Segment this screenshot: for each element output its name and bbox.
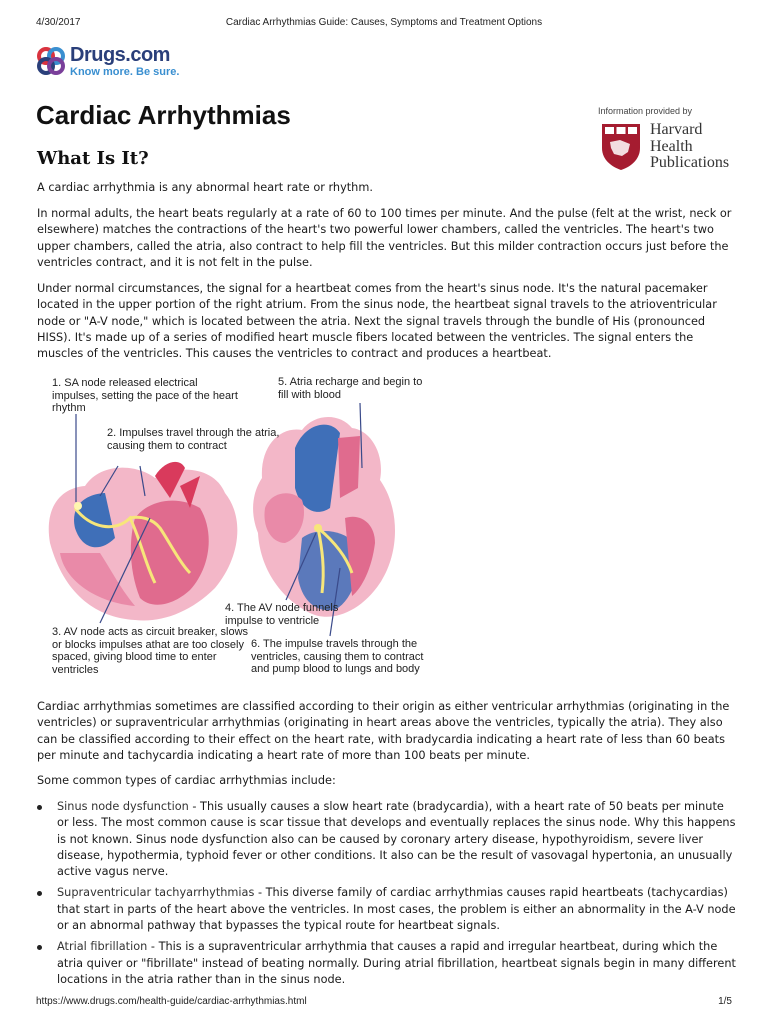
caption-sa-node: 1. SA node released electrical impulses, setting the pace of the heart rhythm xyxy=(52,377,238,414)
print-header xyxy=(36,17,732,31)
attribution-label: Information provided by xyxy=(598,106,693,116)
page-counter: 1/5 xyxy=(718,996,732,1007)
list-item-text: - This usually causes a slow heart rate (bradycardia), with a heart rate of 50 beats per minute or less. The most common cause is scar tissue that develops and eventually replaces the sinus node. Why this happens is not known. Sinus node dysfunction also can be caused by coronary artery disease, hypothyroidism, severe liver disease, hypothermia, typhoid fever or other conditions. It also can be the result of vasovagal hypertonia, an unusually active vagus nerve. xyxy=(57,800,736,879)
heart-conduction-diagram xyxy=(40,368,424,693)
print-document-title: Cardiac Arrhythmias Guide: Causes, Symptoms and Treatment Options xyxy=(225,17,543,28)
arrhythmia-types-list xyxy=(37,799,737,993)
logo-name: Drugs.com xyxy=(70,44,170,66)
bullet-icon xyxy=(37,805,42,810)
paragraph-common-types-intro: Some common types of cardiac arrhythmias include: xyxy=(37,774,336,787)
page-title: Cardiac Arrhythmias xyxy=(36,100,291,130)
paragraph-classification: Cardiac arrhythmias sometimes are classified according to their origin as either ventricular arrhythmias (originating in the ventricles) or supraventricular arrhythmias (originating in heart areas above the ventricles, typically the atria). They also can be classified according to their effect on the heart rate, with bradycardia indicating a heart rate of less than 60 beats per minute and tachycardia indicating a heart rate of more than 100 beats per minute. xyxy=(37,700,730,762)
caption-av-node-funnels: 4. The AV node funnels impulse to ventricle xyxy=(225,602,339,627)
print-url: https://www.drugs.com/health-guide/cardiac-arrhythmias.html xyxy=(36,996,307,1007)
caption-atria-recharge: 5. Atria recharge and begin to fill with blood xyxy=(278,376,423,401)
list-item-text: - This diverse family of cardiac arrhythmias causes rapid heartbeats (tachycardias) that start in parts of the heart above the ventricles. In most cases, the problem is either an abnormality in the A-V node or an abnormal pathway that bypasses the typical route for heartbeat signals. xyxy=(57,886,736,933)
logo-tagline: Know more. Be sure. xyxy=(70,66,180,78)
list-item-term[interactable]: Supraventricular tachyarrhythmias xyxy=(57,886,255,900)
publisher-line-3: Publications xyxy=(650,154,730,171)
bullet-icon xyxy=(37,945,42,950)
paragraph-sinus-node: Under normal circumstances, the signal for a heartbeat comes from the heart's sinus node. It's the natural pacemaker located in the upper portion of the right atrium. From the sinus node, the heartbeat signal travels to the atrioventricular node or "A-V node," which is located between the atria. Next the signal travels through the bundle of His (pronounced HISS). It's made up of a series of modified heart muscle fibers located between the ventricles. The signal enters the muscles of the ventricles. This causes the ventricles to contract and produces a heartbeat. xyxy=(37,282,717,361)
publisher-line-2: Health xyxy=(650,137,693,155)
publisher-line-1: Harvard xyxy=(650,121,703,138)
list-item-term[interactable]: Atrial fibrillation xyxy=(57,940,148,954)
harvard-publisher-name xyxy=(650,122,729,172)
paragraph-definition: A cardiac arrhythmia is any abnormal heart rate or rhythm. xyxy=(37,181,373,194)
list-item xyxy=(37,939,737,988)
paragraph-normal-heart-rate: In normal adults, the heart beats regularly at a rate of 60 to 100 times per minute. And the pulse (felt at the wrist, neck or elsewhere) matches the contractions of the heart's two powerful lower chambers, called the ventricles. The heart's two upper chambers, called the atria, also contract to help fill the ventricles. But this milder contraction occurs just before the ventricles contract, and it is not felt in the pulse. xyxy=(37,207,732,269)
caption-impulse-ventricles: 6. The impulse travels through the ventricles, causing them to contract and pump blood to lungs and body xyxy=(251,638,424,675)
section-title: What Is It? xyxy=(37,148,149,169)
list-item-term[interactable]: Sinus node dysfunction xyxy=(57,800,189,813)
list-item xyxy=(37,885,737,934)
bullet-icon xyxy=(37,891,42,896)
caption-impulses-atria: 2. Impulses travel through the atria, causing them to contract xyxy=(107,427,280,452)
print-date: 4/30/2017 xyxy=(36,17,81,28)
drugs-com-logo[interactable] xyxy=(36,44,186,80)
list-item-text: - This is a supraventricular arrhythmia that causes a rapid and irregular heartbeat, during which the atria quiver or "fibrillate" instead of beating normally. During atrial fibrillation, heartbeat signals begin in many different locations in the atria rather than in the sinus node. xyxy=(57,940,736,986)
harvard-health-attribution xyxy=(598,106,748,176)
drugs-com-logo-icon xyxy=(36,46,66,76)
list-item xyxy=(37,799,737,880)
print-footer xyxy=(36,996,732,1010)
harvard-shield-icon xyxy=(600,122,642,172)
caption-av-node-breaker: 3. AV node acts as circuit breaker, slows or blocks impulses athat are too closely spaced, giving blood time to enter ventricles xyxy=(52,626,249,676)
